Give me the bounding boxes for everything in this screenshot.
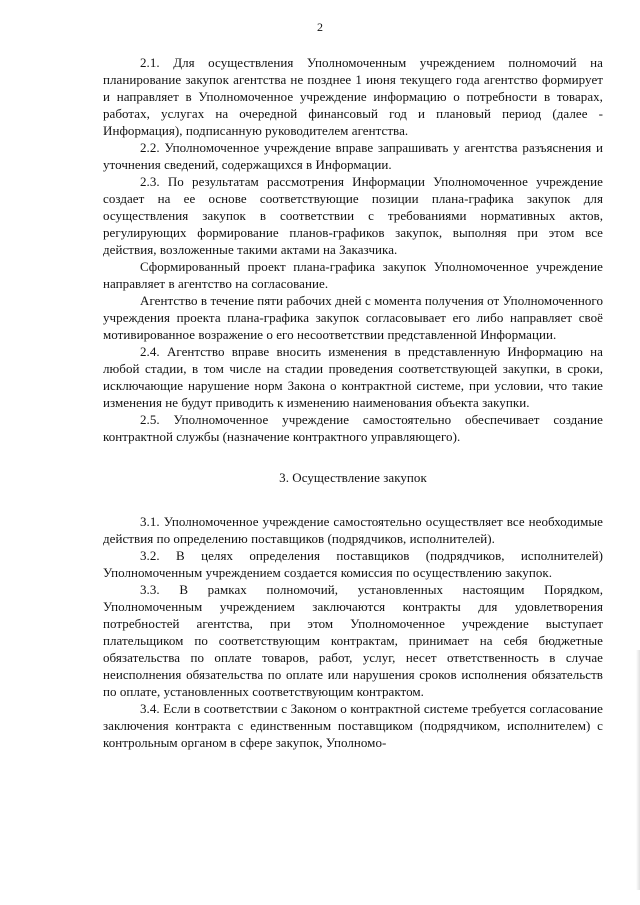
paragraph-3-3: 3.3. В рамках полномочий, установленных настоящим Порядком, Уполномоченным учреждением заключаются контракты для удовлетворения потребностей агентства, при этом Уполномоченное учреждение выступает плательщиком по соответствующим контрактам, принимает на себя бюджетные обязательства по оплате товаров, работ, услуг, несет ответственность в случае неисполнения обязательства по оплате или нарушения сроков исполнения обязательств по оплате, установленных соответствующим контрактом. xyxy=(103,582,603,699)
paragraph-3-2: 3.2. В целях определения поставщиков (подрядчиков, исполнителей) Уполномоченным учреждением создается комиссия по осуществлению закупок. xyxy=(103,548,603,580)
paragraph-3-1: 3.1. Уполномоченное учреждение самостоятельно осуществляет все необходимые действия по определению поставщиков (подрядчиков, исполнителей). xyxy=(103,514,603,546)
paragraph-2-1: 2.1. Для осуществления Уполномоченным учреждением полномочий на планирование закупок агентства не позднее 1 июня текущего года агентство формирует и направляет в Уполномоченное учреждение информацию о потребности в товарах, работах, услугах на очередной финансовый год и плановый период (далее - Информация), подписанную руководителем агентства. xyxy=(103,55,603,138)
paragraph-agency-approval: Агентство в течение пяти рабочих дней с момента получения от Уполномоченного учреждения проекта плана-графика закупок согласовывает его либо направляет своё мотивированное возражение о его несоответствии представленной Информации. xyxy=(103,293,603,342)
scan-edge-shadow xyxy=(636,650,640,890)
document-body xyxy=(103,54,603,751)
paragraph-3-4: 3.4. Если в соответствии с Законом о контрактной системе требуется согласование заключения контракта с единственным поставщиком (подрядчиком, исполнителем) с контрольным органом в сфере закупок, Уполномо- xyxy=(103,701,603,750)
paragraph-2-5: 2.5. Уполномоченное учреждение самостоятельно обеспечивает создание контрактной службы (назначение контрактного управляющего). xyxy=(103,412,603,444)
paragraph-2-4: 2.4. Агентство вправе вносить изменения в представленную Информацию на любой стадии, в том числе на стадии проведения соответствующей закупки, в сроки, исключающие нарушение норм Закона о контрактной системе, при условии, что такие изменения не будут приводить к изменению наименования объекта закупки. xyxy=(103,344,603,410)
page-number: 2 xyxy=(317,20,323,34)
paragraph-2-2: 2.2. Уполномоченное учреждение вправе запрашивать у агентства разъяснения и уточнения сведений, содержащихся в Информации. xyxy=(103,140,603,172)
section-heading: 3. Осуществление закупок xyxy=(279,470,427,485)
paragraph-2-3: 2.3. По результатам рассмотрения Информации Уполномоченное учреждение создает на ее основе соответствующие позиции плана-графика закупок для осуществления закупок в соответствии с требованиями нормативных актов, регулирующих формирование планов-графиков закупок, выполняя при этом все действия, возложенные такими актами на Заказчика. xyxy=(103,174,603,257)
paragraph-draft-plan: Сформированный проект плана-графика закупок Уполномоченное учреждение направляет в агентство на согласование. xyxy=(103,259,603,291)
